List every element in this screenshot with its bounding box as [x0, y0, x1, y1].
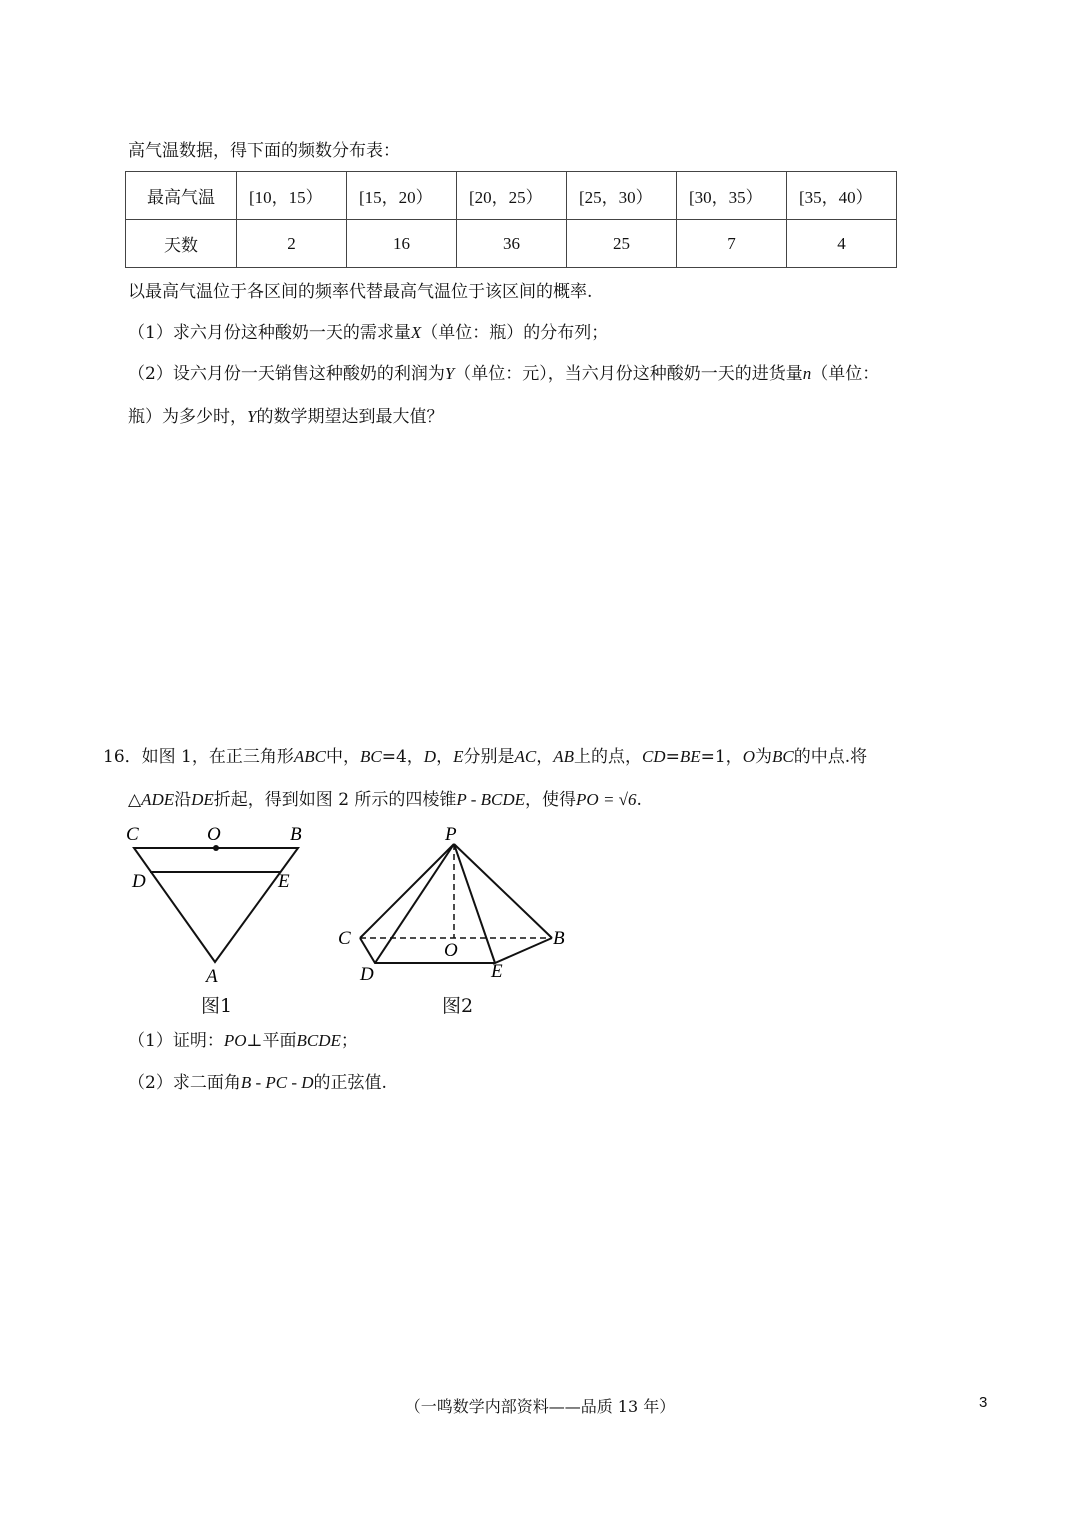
q15-part1-text-b: （单位：瓶）的分布列；: [421, 323, 609, 343]
q16-text: =1，: [700, 747, 743, 767]
q16-text: 的中点.将: [793, 747, 868, 767]
q15-part1: [128, 321, 608, 345]
math-bc: BC: [359, 747, 382, 766]
page-number: 3: [979, 1394, 988, 1411]
var-y: Y: [247, 407, 257, 426]
table-cell-days: 2: [237, 220, 347, 268]
var-n: n: [802, 364, 812, 383]
q16-text: 中，: [325, 747, 360, 767]
q16-part2-text: （2）求二面角: [128, 1073, 241, 1093]
label-d: D: [132, 871, 146, 892]
q15-part2-text-d: 瓶）为多少时，: [128, 407, 247, 427]
label-o: O: [207, 824, 221, 845]
math-o: O: [742, 747, 755, 766]
q16-text: ，: [536, 747, 554, 767]
q15-part2-text-c: （单位：: [811, 364, 880, 384]
q15-part2: [128, 362, 879, 386]
label-c: C: [126, 824, 139, 845]
q16-part1-text: （1）证明：: [128, 1031, 224, 1051]
triangle-abc: [134, 848, 298, 962]
math-cd: CD: [641, 747, 666, 766]
q16-part1: [128, 1029, 358, 1053]
q15-part1-text: （1）求六月份这种酸奶一天的需求量: [128, 323, 411, 343]
table-header-temperature: 最高气温: [126, 172, 237, 220]
figure-2: [330, 820, 580, 990]
q16-part2-text: 的正弦值.: [313, 1073, 387, 1093]
table-cell-days: 16: [347, 220, 457, 268]
q15-part2-text: （2）设六月份一天销售这种酸奶的利润为: [128, 364, 445, 384]
triangle-symbol: △: [128, 790, 142, 810]
q16-text: 如图 1，在正三角形: [141, 747, 294, 767]
table-cell-range: [25，30）: [567, 172, 677, 220]
label-d: D: [360, 964, 374, 985]
table-cell-range: [30，35）: [677, 172, 787, 220]
q16-text: =: [665, 747, 680, 767]
edge-pb: [454, 844, 552, 938]
table-cell-range: [20，25）: [457, 172, 567, 220]
label-e: E: [278, 871, 290, 892]
table-cell-days: 25: [567, 220, 677, 268]
table-row-temperature: [126, 172, 897, 220]
math-po: PO: [223, 1031, 247, 1050]
label-a: A: [206, 966, 218, 987]
table-cell-range: [15，20）: [347, 172, 457, 220]
var-x: X: [410, 323, 422, 342]
q15-part2-text-e: 的数学期望达到最大值？: [256, 407, 444, 427]
table-row-days: [126, 220, 897, 268]
q16-text: 上的点，: [573, 747, 642, 767]
q16-text: 沿: [174, 790, 192, 810]
math-po-eq: PO = √6: [576, 790, 637, 809]
table-cell-days: 7: [677, 220, 787, 268]
math-be: BE: [679, 747, 701, 766]
var-y: Y: [444, 364, 455, 383]
q16-part2: [128, 1071, 387, 1095]
q16-text: ，: [436, 747, 454, 767]
point-o: [213, 845, 219, 851]
table-header-days: 天数: [126, 220, 237, 268]
q16-text: =4，: [381, 747, 424, 767]
q16-text: 分别是: [463, 747, 515, 767]
q15-part2-text-b: （单位：元），当六月份这种酸奶一天的进货量: [454, 364, 803, 384]
table-cell-days: 36: [457, 220, 567, 268]
label-e: E: [491, 961, 503, 982]
q16-text: 折起，得到如图 2 所示的四棱锥: [213, 790, 457, 810]
math-e: E: [453, 747, 464, 766]
label-b: B: [553, 928, 565, 949]
q16-line2: [128, 788, 642, 812]
math-ab: AB: [553, 747, 574, 766]
q16-text: .: [636, 790, 642, 810]
q16-text: ，使得: [525, 790, 577, 810]
math-abc: ABC: [293, 747, 326, 766]
table-cell-days: 4: [787, 220, 897, 268]
intro-line: 高气温数据，得下面的频数分布表：: [128, 141, 400, 161]
math-d: D: [423, 747, 437, 766]
q16-line1: [103, 745, 867, 769]
table-cell-range: [35，40）: [787, 172, 897, 220]
q16-part1-text: ；: [340, 1031, 358, 1051]
math-ade: ADE: [141, 790, 175, 809]
figure-2-caption: 图2: [442, 995, 474, 1017]
math-bc: BC: [771, 747, 794, 766]
label-o: O: [444, 940, 458, 961]
edge-pe: [454, 844, 495, 963]
edge-pd: [375, 844, 454, 963]
footer: （一鸣数学内部资料——品质 13 年）: [404, 1397, 676, 1416]
question-number: 16．: [103, 747, 142, 767]
math-ac: AC: [514, 747, 537, 766]
q16-part1-text: ⊥平面: [246, 1031, 297, 1051]
math-bcde: BCDE: [296, 1031, 341, 1050]
table-cell-range: [10，15）: [237, 172, 347, 220]
label-p: P: [445, 824, 457, 845]
math-angle: B - PC - D: [240, 1073, 314, 1092]
frequency-table: [125, 171, 897, 268]
label-b: B: [290, 824, 302, 845]
edge-pc: [360, 844, 454, 938]
q15-part2-cont: [128, 405, 443, 429]
q16-text: 为: [754, 747, 772, 767]
label-c: C: [338, 928, 351, 949]
figure-1-caption: 图1: [201, 995, 233, 1017]
q15-note: 以最高气温位于各区间的频率代替最高气温位于该区间的概率.: [128, 282, 593, 302]
figure-1: [120, 820, 330, 990]
math-de: DE: [191, 790, 214, 809]
math-pbcde: P - BCDE: [456, 790, 526, 809]
